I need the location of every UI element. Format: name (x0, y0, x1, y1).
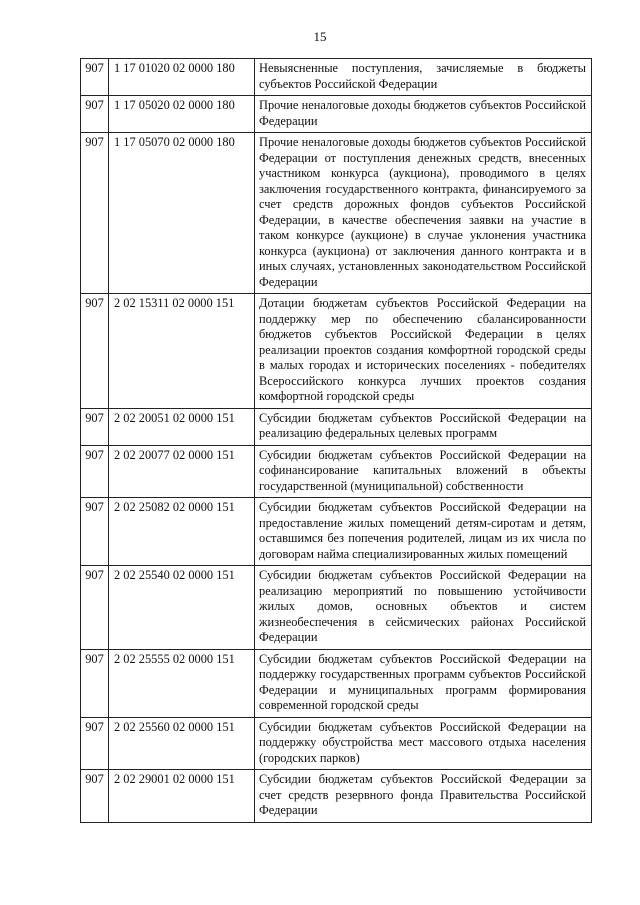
admin-code-cell: 907 (81, 408, 109, 445)
classification-code-cell: 2 02 25555 02 0000 151 (109, 649, 255, 717)
classification-code-cell: 2 02 20077 02 0000 151 (109, 445, 255, 498)
table-row (81, 770, 592, 823)
revenue-name-cell: Субсидии бюджетам субъектов Российской Федерации на реализацию федеральных целевых программ (255, 408, 592, 445)
table-row (81, 59, 592, 96)
table-row (81, 566, 592, 650)
admin-code-cell: 907 (81, 566, 109, 650)
admin-code-cell: 907 (81, 770, 109, 823)
admin-code-cell: 907 (81, 294, 109, 409)
revenue-name-cell: Субсидии бюджетам субъектов Российской Федерации на поддержку государственных программ субъектов Российской Федерации и муниципальных программ формирования современной городской среды (255, 649, 592, 717)
table-row (81, 408, 592, 445)
admin-code-cell: 907 (81, 717, 109, 770)
classification-code-cell: 1 17 05070 02 0000 180 (109, 133, 255, 294)
admin-code-cell: 907 (81, 133, 109, 294)
table-row (81, 294, 592, 409)
revenue-name-cell: Субсидии бюджетам субъектов Российской Федерации на софинансирование капитальных вложений в объекты государственной (муниципальной) собственности (255, 445, 592, 498)
revenue-name-cell: Прочие неналоговые доходы бюджетов субъектов Российской Федерации от поступления денежных средств, внесенных участником конкурса (аукциона), проводимого в целях заключения государственного контракта, финансируемого за счет средств дорожных фондов субъектов Российской Федерации, в качестве обеспечения заявки на участие в таком конкурсе (аукционе) в случае уклонения участника конкурса (аукциона) от заключения данного контракта и в иных случаях, установленных законодательством Российской Федерации (255, 133, 592, 294)
budget-revenue-table (80, 58, 592, 823)
classification-code-cell: 2 02 25082 02 0000 151 (109, 498, 255, 566)
classification-code-cell: 2 02 25540 02 0000 151 (109, 566, 255, 650)
classification-code-cell: 1 17 01020 02 0000 180 (109, 59, 255, 96)
admin-code-cell: 907 (81, 498, 109, 566)
revenue-name-cell: Субсидии бюджетам субъектов Российской Федерации на реализацию мероприятий по повышению устойчивости жилых домов, основных объектов и систем жизнеобеспечения в сейсмических районах Российской Федерации (255, 566, 592, 650)
revenue-name-cell: Субсидии бюджетам субъектов Российской Федерации на поддержку обустройства мест массового отдыха населения (городских парков) (255, 717, 592, 770)
admin-code-cell: 907 (81, 445, 109, 498)
revenue-name-cell: Субсидии бюджетам субъектов Российской Федерации за счет средств резервного фонда Правительства Российской Федерации (255, 770, 592, 823)
admin-code-cell: 907 (81, 649, 109, 717)
revenue-name-cell: Прочие неналоговые доходы бюджетов субъектов Российской Федерации (255, 96, 592, 133)
table-row (81, 649, 592, 717)
classification-code-cell: 1 17 05020 02 0000 180 (109, 96, 255, 133)
revenue-name-cell: Дотации бюджетам субъектов Российской Федерации на поддержку мер по обеспечению сбалансированности бюджетов субъектов Российской Федерации в целях реализации проектов создания комфортной городской среды в малых городах и исторических поселениях - победителях Всероссийского конкурса лучших проектов создания комфортной городской среды (255, 294, 592, 409)
table-row (81, 498, 592, 566)
table-row (81, 133, 592, 294)
admin-code-cell: 907 (81, 96, 109, 133)
classification-code-cell: 2 02 25560 02 0000 151 (109, 717, 255, 770)
admin-code-cell: 907 (81, 59, 109, 96)
revenue-name-cell: Субсидии бюджетам субъектов Российской Федерации на предоставление жилых помещений детям-сиротам и детям, оставшимся без попечения родителей, лицам из их числа по договорам найма специализированных жилых помещений (255, 498, 592, 566)
classification-code-cell: 2 02 29001 02 0000 151 (109, 770, 255, 823)
page-number: 15 (313, 29, 327, 44)
classification-code-cell: 2 02 20051 02 0000 151 (109, 408, 255, 445)
table-row (81, 717, 592, 770)
classification-code-cell: 2 02 15311 02 0000 151 (109, 294, 255, 409)
table-row (81, 445, 592, 498)
revenue-name-cell: Невыясненные поступления, зачисляемые в бюджеты субъектов Российской Федерации (255, 59, 592, 96)
table-row (81, 96, 592, 133)
